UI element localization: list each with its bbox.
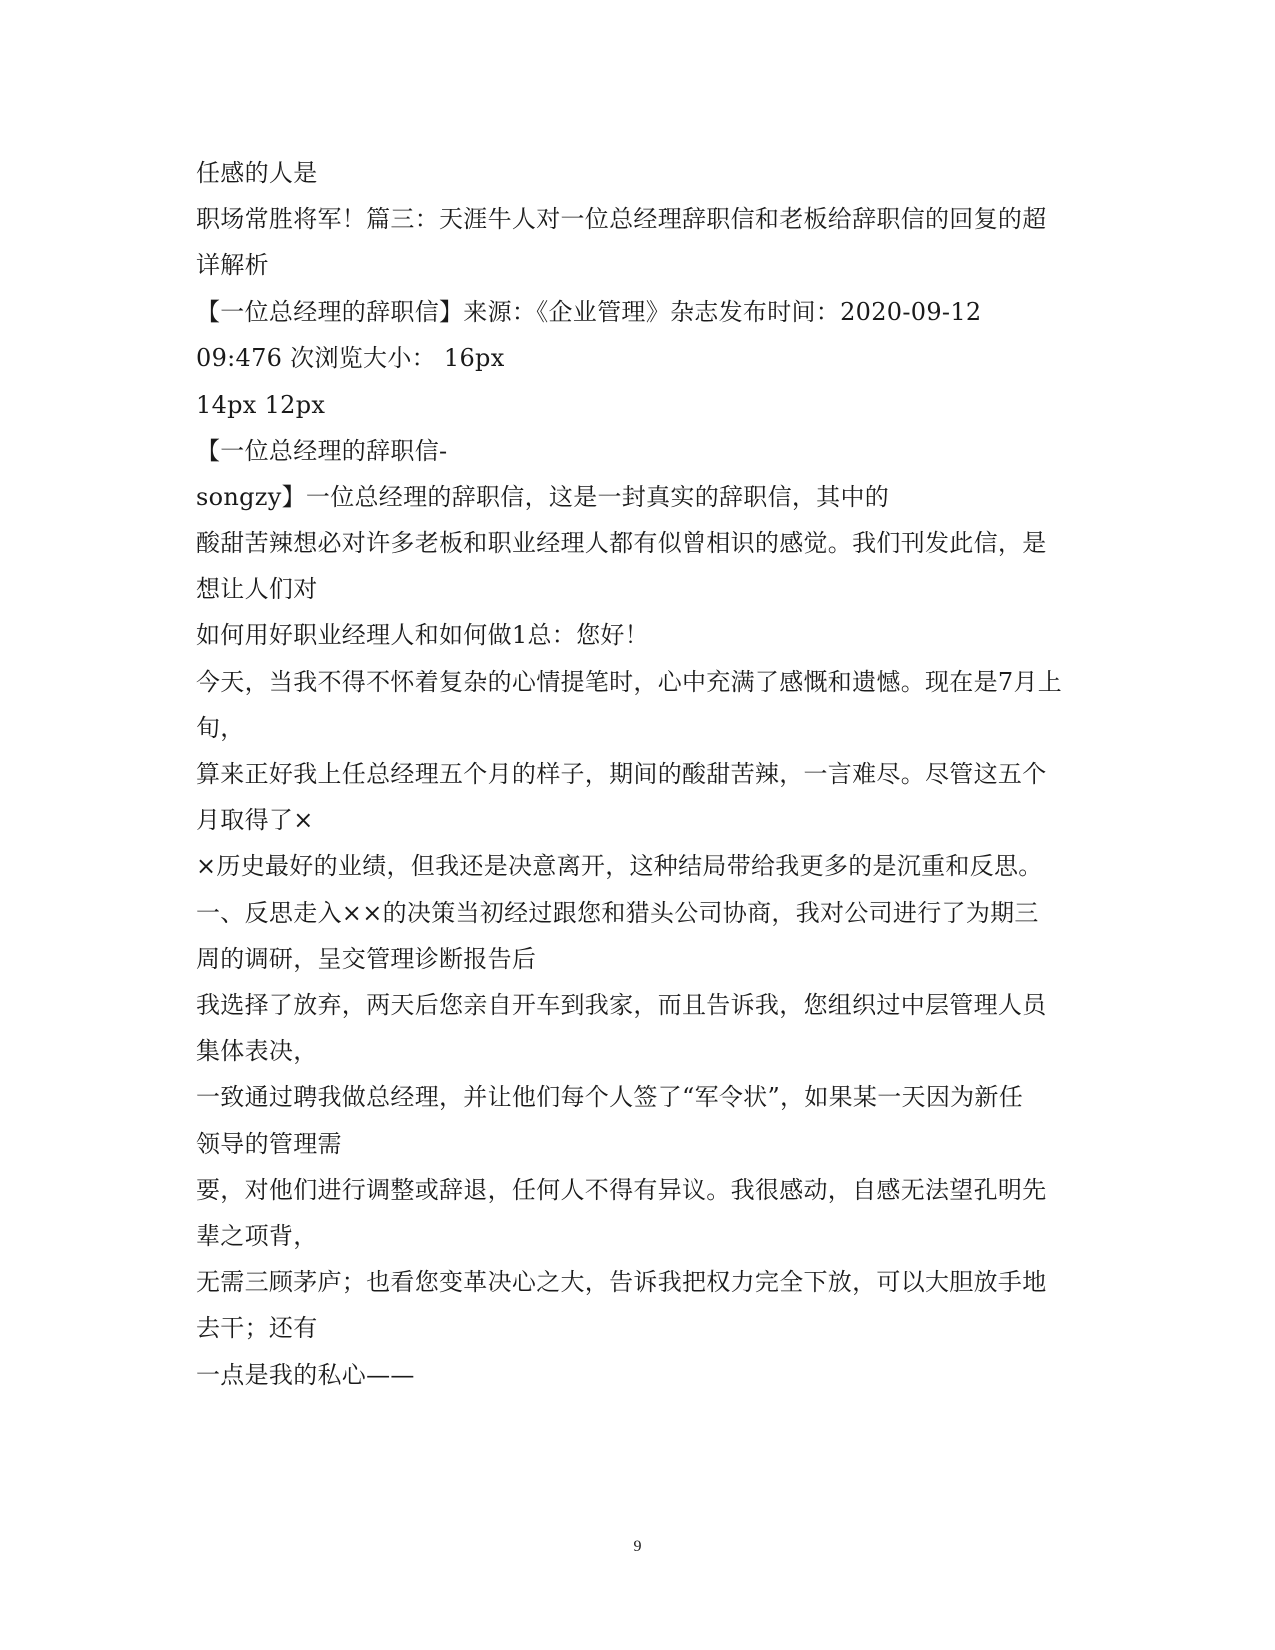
text-line: 旬， <box>196 714 245 742</box>
text-line: 09:476 次浏览大小： 16px <box>196 344 505 372</box>
text-line: 【一位总经理的辞职信】来源：《企业管理》杂志发布时间：2020-09-12 <box>196 298 982 326</box>
text-line: ×历史最好的业绩，但我还是决意离开，这种结局带给我更多的是沉重和反思。 <box>196 852 1043 880</box>
text-line: 详解析 <box>196 251 269 279</box>
text-line: 算来正好我上任总经理五个月的样子，期间的酸甜苦辣，一言难尽。尽管这五个 <box>196 760 1047 788</box>
text-line: 一致通过聘我做总经理，并让他们每个人签了“军令状”，如果某一天因为新任 <box>196 1083 1024 1111</box>
text-line: 月取得了× <box>196 806 314 834</box>
text-line: songzy】一位总经理的辞职信，这是一封真实的辞职信，其中的 <box>196 483 890 511</box>
text-line: 酸甜苦辣想必对许多老板和职业经理人都有似曾相识的感觉。我们刊发此信，是 <box>196 529 1047 557</box>
text-line: 任感的人是 <box>196 159 318 187</box>
text-line: 去干；还有 <box>196 1314 318 1342</box>
text-line: 一、反思走入××的决策当初经过跟您和猎头公司协商，我对公司进行了为期三 <box>196 899 1039 927</box>
text-line: 我选择了放弃，两天后您亲自开车到我家，而且告诉我，您组织过中层管理人员 <box>196 991 1047 1019</box>
text-line: 领导的管理需 <box>196 1130 342 1158</box>
text-line: 辈之项背， <box>196 1222 318 1250</box>
text-line: 今天，当我不得不怀着复杂的心情提笔时，心中充满了感慨和遗憾。现在是7月上 <box>196 668 1063 696</box>
text-line: 集体表决， <box>196 1037 318 1065</box>
text-line: 要，对他们进行调整或辞退，任何人不得有异议。我很感动，自感无法望孔明先 <box>196 1176 1047 1204</box>
text-line: 14px 12px <box>196 391 326 419</box>
text-line: 一点是我的私心—— <box>196 1361 415 1389</box>
text-line: 无需三顾茅庐；也看您变革决心之大，告诉我把权力完全下放，可以大胆放手地 <box>196 1268 1047 1296</box>
text-line: 如何用好职业经理人和如何做1总：您好！ <box>196 621 649 649</box>
text-line: 【一位总经理的辞职信- <box>196 437 448 465</box>
text-line: 职场常胜将军！篇三：天涯牛人对一位总经理辞职信和老板给辞职信的回复的超 <box>196 205 1047 233</box>
text-line: 周的调研，呈交管理诊断报告后 <box>196 945 537 973</box>
text-line: 想让人们对 <box>196 575 318 603</box>
page-number: 9 <box>633 1538 642 1555</box>
